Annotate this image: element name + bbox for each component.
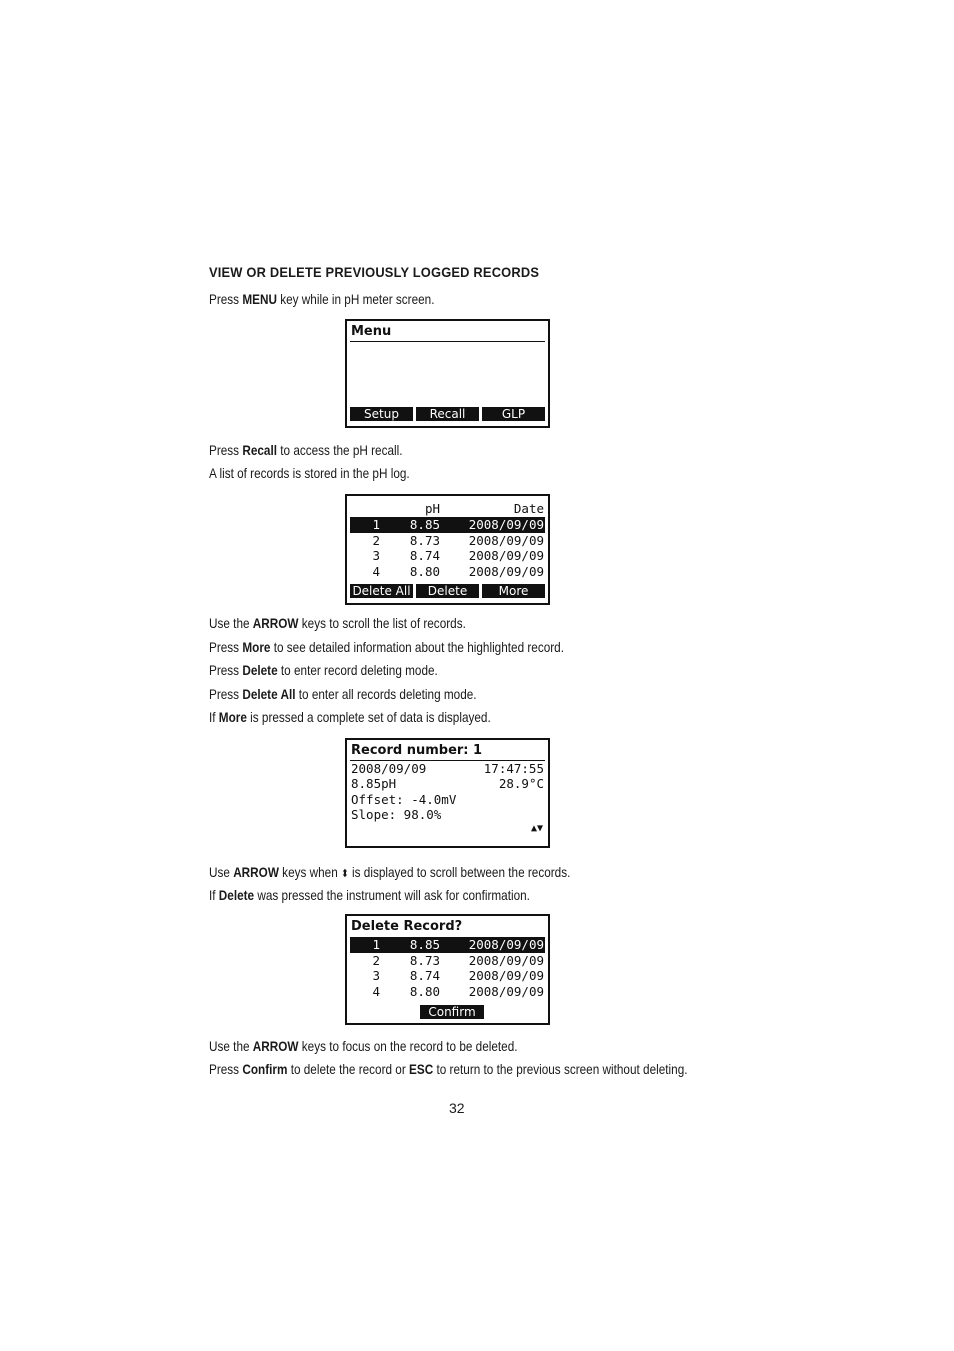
record-ph: 8.85pH xyxy=(351,776,397,791)
text-pre: If xyxy=(209,709,219,725)
text-key: ARROW xyxy=(252,1038,299,1054)
list-item[interactable] xyxy=(350,953,545,969)
softkey-delete-all[interactable]: Delete All xyxy=(350,584,413,598)
softkey-confirm[interactable]: Confirm xyxy=(420,1005,484,1019)
menu-screen xyxy=(345,319,550,428)
recall-key: Recall xyxy=(242,442,277,458)
list-item[interactable] xyxy=(350,564,545,580)
text-key: Confirm xyxy=(242,1061,288,1077)
row-ph: 8.80 xyxy=(409,563,440,579)
row-date: 2008/09/09 xyxy=(468,983,544,999)
list-item[interactable] xyxy=(350,937,545,953)
record-list-screen xyxy=(345,494,550,605)
row-index: 1 xyxy=(372,517,380,532)
row-index: 4 xyxy=(372,983,380,999)
delete-record-screen xyxy=(345,914,550,1025)
intro-key: MENU xyxy=(242,291,277,307)
text-pre: Use the xyxy=(209,615,253,631)
record-offset-line xyxy=(351,792,544,808)
row-ph: 8.85 xyxy=(409,937,440,952)
text-post: to enter record deleting mode. xyxy=(277,662,438,678)
row-index: 3 xyxy=(372,968,380,983)
row-index: 2 xyxy=(372,952,380,968)
recall-pre: Press xyxy=(209,442,243,458)
delete-text-2 xyxy=(209,1061,688,1077)
text-pre: Use the xyxy=(209,1038,253,1054)
up-down-arrow-icon: ⬍ xyxy=(341,867,349,880)
intro-line xyxy=(209,291,435,307)
row-date: 2008/09/09 xyxy=(468,563,544,579)
record-temp: 28.9°C xyxy=(498,776,544,791)
recall-log-text: A list of records is stored in the pH log. xyxy=(209,465,410,481)
col-date: Date xyxy=(513,501,544,516)
row-ph: 8.73 xyxy=(409,952,440,968)
row-index: 4 xyxy=(372,563,380,579)
row-index: 1 xyxy=(372,937,380,952)
list-item[interactable] xyxy=(350,968,545,984)
list-item[interactable] xyxy=(350,517,545,533)
text-post: to see detailed information about the highlighted record. xyxy=(270,639,564,655)
page-number: 32 xyxy=(449,1100,465,1116)
menu-softkeys xyxy=(350,407,545,421)
up-down-arrows-icon: ▲▼ xyxy=(530,823,543,834)
row-date: 2008/09/09 xyxy=(468,532,544,548)
list-text-4 xyxy=(209,686,477,702)
softkey-setup[interactable]: Setup xyxy=(350,407,413,421)
intro-post: key while in pH meter screen. xyxy=(276,291,435,307)
delete-text-1 xyxy=(209,1038,518,1054)
text-post: is displayed to scroll between the records. xyxy=(348,864,571,880)
row-ph: 8.80 xyxy=(409,983,440,999)
text-pre: If xyxy=(209,887,219,903)
delete-record-list xyxy=(350,937,545,999)
text-key: More xyxy=(242,639,271,655)
row-date: 2008/09/09 xyxy=(468,952,544,968)
text-post: to enter all records deleting mode. xyxy=(295,686,477,702)
text-mid: keys when xyxy=(278,864,342,880)
row-ph: 8.74 xyxy=(409,968,440,983)
list-text-1 xyxy=(209,615,466,631)
text-key: Delete All xyxy=(242,686,296,702)
record-reading xyxy=(351,776,544,792)
row-ph: 8.73 xyxy=(409,532,440,548)
record-list xyxy=(350,517,545,579)
list-text-2 xyxy=(209,639,564,655)
text-key-esc: ESC xyxy=(409,1061,434,1077)
record-text-1 xyxy=(209,864,570,880)
text-key: ARROW xyxy=(252,615,299,631)
text-key: ARROW xyxy=(233,864,279,880)
list-item[interactable] xyxy=(350,533,545,549)
text-key: Delete xyxy=(242,662,278,678)
record-datetime xyxy=(351,761,544,777)
recall-line-2 xyxy=(209,465,410,481)
row-ph: 8.85 xyxy=(409,517,440,532)
softkey-delete[interactable]: Delete xyxy=(416,584,479,598)
list-header-row xyxy=(350,501,545,517)
text-pre: Press xyxy=(209,1061,243,1077)
row-date: 2008/09/09 xyxy=(468,517,544,532)
menu-title: Menu xyxy=(351,324,392,339)
text-post: to return to the previous screen without deleting. xyxy=(433,1061,688,1077)
text-pre: Use xyxy=(209,864,234,880)
list-softkeys xyxy=(350,584,545,598)
text-pre: Press xyxy=(209,686,243,702)
softkey-glp[interactable]: GLP xyxy=(482,407,545,421)
recall-line-1 xyxy=(209,442,402,458)
row-index: 3 xyxy=(372,548,380,563)
row-index: 2 xyxy=(372,532,380,548)
softkey-recall[interactable]: Recall xyxy=(416,407,479,421)
text-post: is pressed a complete set of data is displayed. xyxy=(246,709,491,725)
record-text-2 xyxy=(209,887,530,903)
text-key: Delete xyxy=(218,887,255,903)
list-item[interactable] xyxy=(350,548,545,564)
col-ph: pH xyxy=(424,501,440,516)
list-text-5 xyxy=(209,709,491,725)
record-time: 17:47:55 xyxy=(483,761,544,776)
record-detail-screen xyxy=(345,738,550,848)
recall-post: to access the pH recall. xyxy=(276,442,403,458)
section-heading: VIEW OR DELETE PREVIOUSLY LOGGED RECORDS xyxy=(209,264,540,280)
text-pre: Press xyxy=(209,639,243,655)
text-post: keys to scroll the list of records. xyxy=(298,615,466,631)
list-header xyxy=(350,501,545,517)
text-pre: Press xyxy=(209,662,243,678)
record-offset: Offset: -4.0mV xyxy=(351,792,457,807)
record-title: Record number: 1 xyxy=(351,743,483,758)
text-post: keys to focus on the record to be deleted. xyxy=(298,1038,518,1054)
row-ph: 8.74 xyxy=(409,548,440,563)
intro-pre: Press xyxy=(209,291,243,307)
record-date: 2008/09/09 xyxy=(351,761,427,776)
row-date: 2008/09/09 xyxy=(468,937,544,952)
list-item[interactable] xyxy=(350,984,545,1000)
record-slope-line xyxy=(351,807,544,823)
softkey-more[interactable]: More xyxy=(482,584,545,598)
text-post: was pressed the instrument will ask for confirmation. xyxy=(254,887,530,903)
row-date: 2008/09/09 xyxy=(468,548,544,563)
delete-title: Delete Record? xyxy=(351,919,463,934)
list-text-3 xyxy=(209,662,438,678)
record-slope: Slope: 98.0% xyxy=(351,807,442,822)
text-key: More xyxy=(218,709,247,725)
row-date: 2008/09/09 xyxy=(468,968,544,983)
menu-title-rule xyxy=(350,341,545,342)
text-mid: to delete the record or xyxy=(287,1061,410,1077)
